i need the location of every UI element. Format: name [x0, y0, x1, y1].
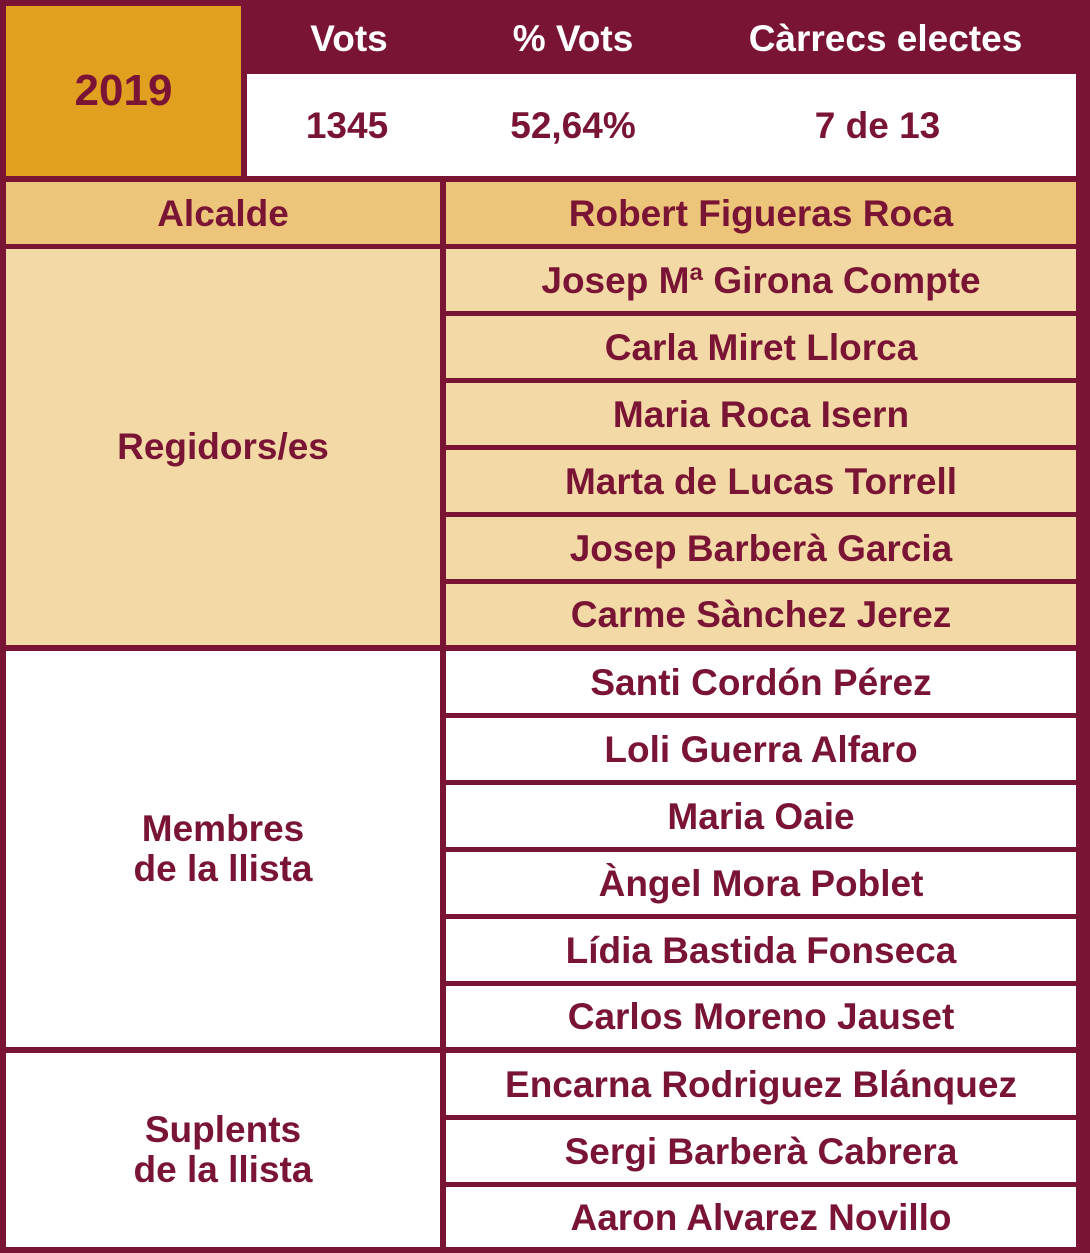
list-members-label — [6, 651, 440, 1047]
votes-percent-value: 52,64% — [451, 74, 695, 176]
elected-seats-header: Càrrecs electes — [748, 17, 1023, 59]
mayor-name: Robert Figueras Roca — [446, 182, 1076, 244]
substitutes-label-line1: Suplents — [144, 1109, 302, 1151]
list-member-name: Àngel Mora Poblet — [446, 852, 1076, 914]
votes-percent-header: % Vots — [512, 17, 634, 59]
councillor-name: Carla Miret Llorca — [446, 316, 1076, 378]
votes-value: 1345 — [247, 74, 447, 176]
list-member-name: Santi Cordón Pérez — [446, 651, 1076, 713]
list-member-name: Carlos Moreno Jauset — [446, 986, 1076, 1047]
substitute-name: Aaron Alvarez Novillo — [446, 1187, 1076, 1247]
councillor-name: Marta de Lucas Torrell — [446, 450, 1076, 512]
mayor-label: Alcalde — [6, 182, 440, 244]
councillor-name: Josep Mª Girona Compte — [446, 249, 1076, 311]
list-members-label-line2: de la llista — [133, 848, 313, 889]
list-members-label-line1: Membres — [141, 808, 305, 850]
councillor-name: Josep Barberà Garcia — [446, 517, 1076, 579]
substitutes-label — [6, 1053, 440, 1247]
councillors-label: Regidors/es — [6, 249, 440, 645]
list-member-name: Loli Guerra Alfaro — [446, 718, 1076, 780]
substitutes-label-line2: de la llista — [133, 1149, 313, 1190]
year-cell: 2019 — [6, 6, 241, 176]
list-member-name: Lídia Bastida Fonseca — [446, 919, 1076, 981]
votes-header: Vots — [310, 17, 388, 59]
substitute-name: Encarna Rodriguez Blánquez — [446, 1053, 1076, 1115]
elected-seats-value: 7 de 13 — [695, 74, 1060, 176]
councillor-name: Carme Sànchez Jerez — [446, 584, 1076, 645]
substitute-name: Sergi Barberà Cabrera — [446, 1120, 1076, 1182]
list-member-name: Maria Oaie — [446, 785, 1076, 847]
councillor-name: Maria Roca Isern — [446, 383, 1076, 445]
